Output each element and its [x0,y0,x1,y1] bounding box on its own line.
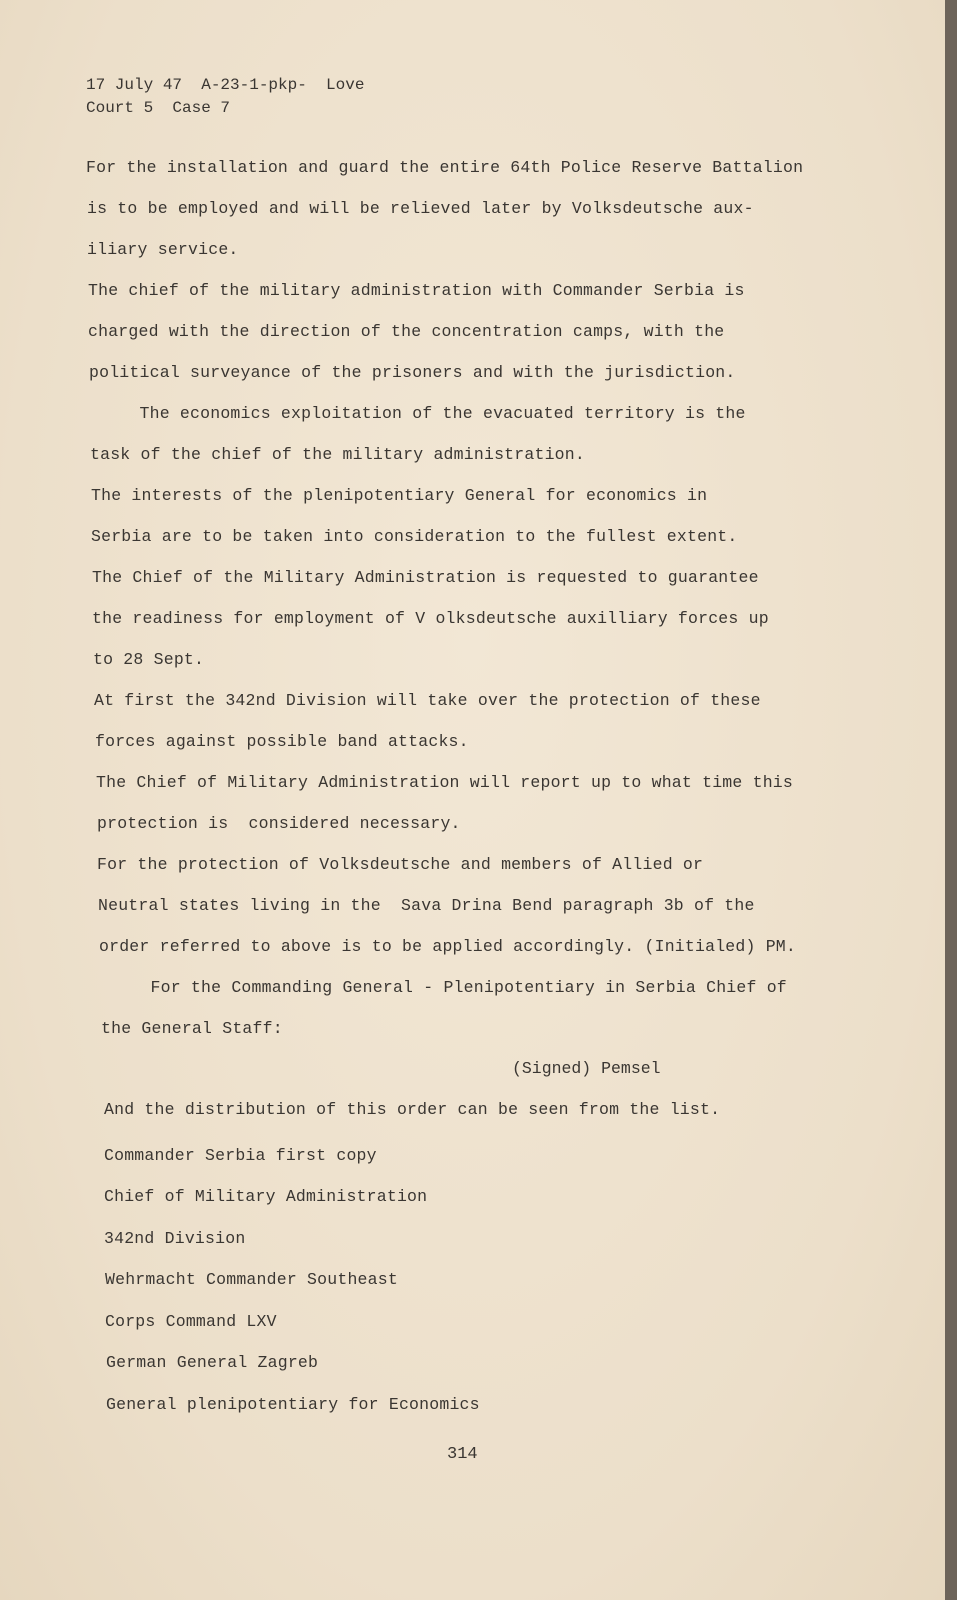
body-line: the General Staff: [101,1019,283,1038]
body-line: charged with the direction of the concentration camps, with the [88,322,725,341]
body-line: is to be employed and will be relieved later by Volksdeutsche aux- [87,199,754,218]
body-line: protection is considered necessary. [97,814,461,833]
distribution-item: Corps Command LXV [105,1312,277,1331]
body-line: The interests of the plenipotentiary General for economics in [91,486,708,505]
header-court-case: Court 5 Case 7 [86,99,231,117]
body-line: order referred to above is to be applied accordingly. (Initialed) PM. [99,937,797,956]
distribution-item: Wehrmacht Commander Southeast [105,1270,398,1289]
distribution-item: German General Zagreb [106,1353,319,1372]
body-line: task of the chief of the military administration. [90,445,585,464]
distribution-item: General plenipotentiary for Economics [106,1395,480,1414]
distribution-item: 342nd Division [104,1229,246,1248]
body-line: For the protection of Volksdeutsche and members of Allied or [97,855,704,874]
page-edge-shadow [945,0,957,1600]
signature-line: (Signed) Pemsel [512,1059,661,1078]
body-line: For the installation and guard the entire 64th Police Reserve Battalion [86,158,804,177]
body-line: forces against possible band attacks. [95,732,469,751]
body-line: to 28 Sept. [93,650,205,669]
body-line: political surveyance of the prisoners and with the jurisdiction. [89,363,736,382]
distribution-intro: And the distribution of this order can be seen from the list. [104,1100,721,1119]
body-line: iliary service. [87,240,239,259]
page-number: 314 [447,1445,478,1464]
body-line: The Chief of Military Administration will report up to what time this [96,773,794,792]
document-header [86,74,364,120]
distribution-item: Commander Serbia first copy [104,1146,377,1165]
body-line: the readiness for employment of V olksdeutsche auxilliary forces up [92,609,769,628]
body-line: For the Commanding General - Plenipotentiary in Serbia Chief of [100,978,787,997]
header-date-reference: 17 July 47 A-23-1-pkp- Love [86,76,365,94]
body-line: Serbia are to be taken into consideration to the fullest extent. [91,527,738,546]
distribution-item: Chief of Military Administration [104,1187,428,1206]
body-line: The Chief of the Military Administration is requested to guarantee [92,568,759,587]
body-line: Neutral states living in the Sava Drina Bend paragraph 3b of the [98,896,755,915]
body-line: At first the 342nd Division will take over the protection of these [94,691,761,710]
body-line: The economics exploitation of the evacuated territory is the [89,404,746,423]
body-line: The chief of the military administration with Commander Serbia is [88,281,745,300]
